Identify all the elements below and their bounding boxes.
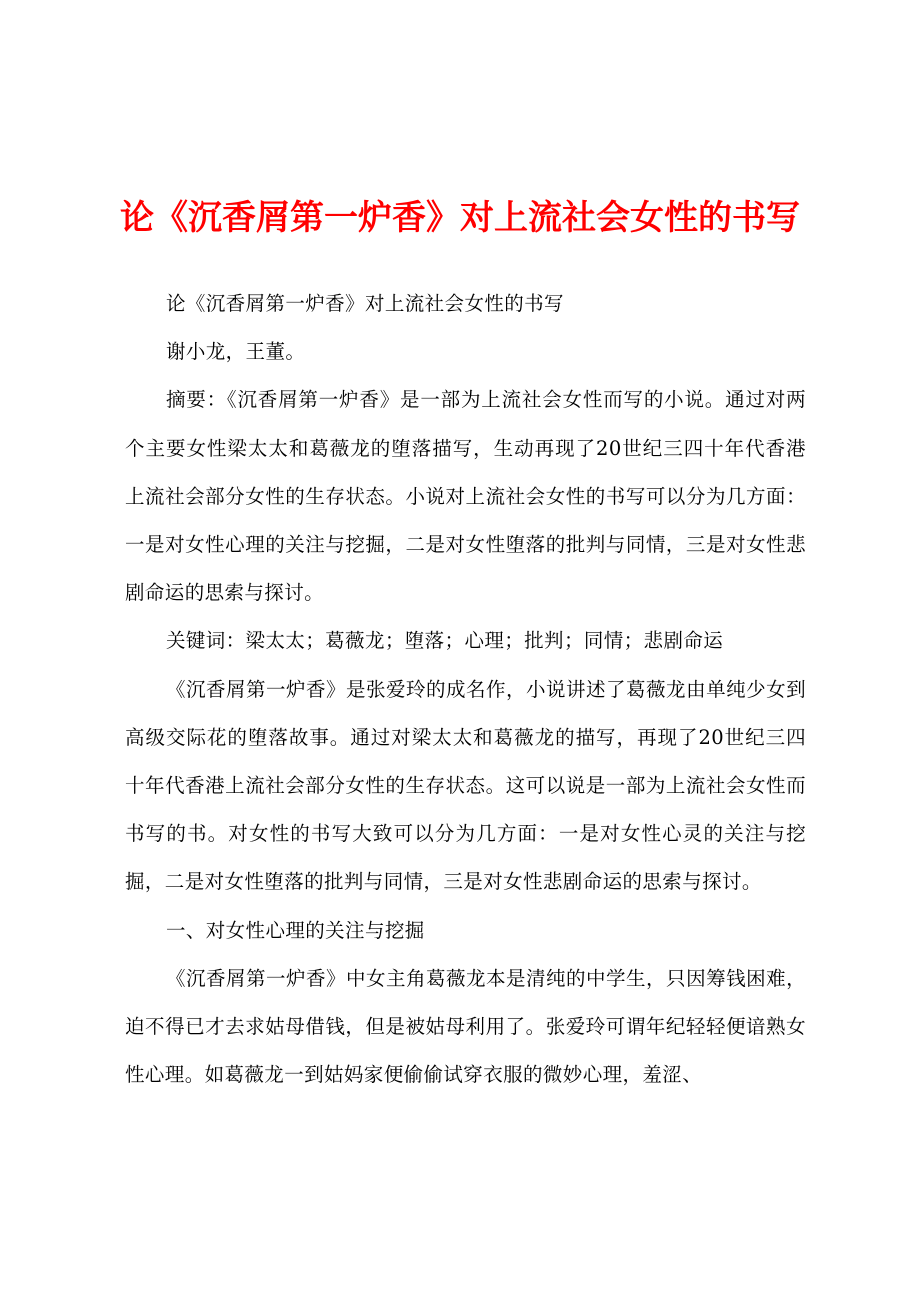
- document-title: 论《沉香屑第一炉香》对上流社会女性的书写: [120, 198, 800, 238]
- intro-paragraph: 《沉香屑第一炉香》是张爱玲的成名作，小说讲述了葛薇龙由单纯少女到高级交际花的堕落故事。通过对梁太太和葛薇龙的描写，再现了20世纪三四十年代香港上流社会部分女性的生存状态。这可以说是一部为上流社会女性而书写的书。对女性的书写大致可以分为几方面：一是对女性心灵的关注与挖掘，二是对女性堕落的批判与同情，三是对女性悲剧命运的思索与探讨。: [125, 677, 806, 894]
- document-body: [125, 280, 806, 1099]
- keywords-paragraph: 关键词：梁太太；葛薇龙；堕落；心理；批判；同情；悲剧命运: [165, 629, 724, 653]
- section-1-paragraph: 《沉香屑第一炉香》中女主角葛薇龙本是清纯的中学生，只因筹钱困难，迫不得已才去求姑母借钱，但是被姑母利用了。张爱玲可谓年纪轻轻便谙熟女性心理。如葛薇龙一到姑妈家便偷偷试穿衣服的微妙心理，羞涩、: [125, 966, 806, 1087]
- abstract-paragraph: 摘要：《沉香屑第一炉香》是一部为上流社会女性而写的小说。通过对两个主要女性梁太太和葛薇龙的堕落描写，生动再现了20世纪三四十年代香港上流社会部分女性的生存状态。小说对上流社会女性的书写可以分为几方面：一是对女性心理的关注与挖掘，二是对女性堕落的批判与同情，三是对女性悲剧命运的思索与探讨。: [125, 388, 806, 605]
- subtitle-paragraph: 论《沉香屑第一炉香》对上流社会女性的书写: [165, 292, 564, 315]
- section-heading-1: 一、对女性心理的关注与挖掘: [165, 918, 425, 942]
- authors-paragraph: 谢小龙，王董。: [165, 340, 306, 364]
